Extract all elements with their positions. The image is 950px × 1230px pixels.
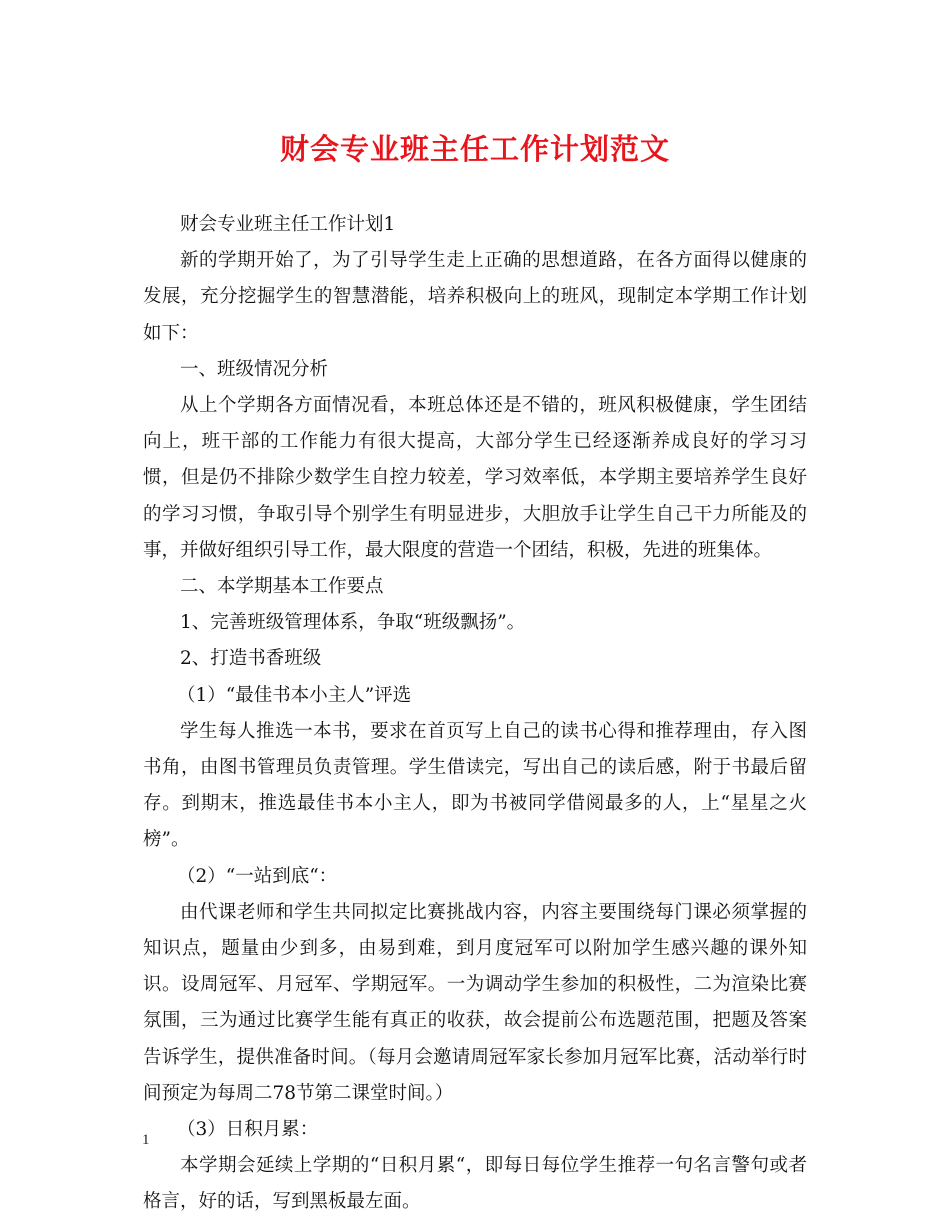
plan-subtitle: 财会专业班主任工作计划1 (180, 214, 396, 235)
section-heading-class-analysis: 一、班级情况分析 (180, 358, 329, 380)
intro-paragraph: 新的学期开始了，为了引导学生走上正确的思想道路，在各方面得以健康的发展，充分挖掘学生的智慧潜能，培养积极向上的班风，现制定本学期工作计划如下： (143, 250, 807, 344)
sub-item-1-paragraph: 学生每人推选一本书，要求在首页写上自己的读书心得和推荐理由，存入图书角，由图书管理员负责管理。学生借读完，写出自己的读后感，附于书最后留存。到期末，推选最佳书本小主人，即为书被同学借阅最多的人，上“星星之火榜”。 (143, 720, 807, 851)
document-title: 财会专业班主任工作计划范文 (279, 132, 670, 166)
work-point-2: 2、打造书香班级 (180, 648, 322, 670)
class-analysis-paragraph: 从上个学期各方面情况看，本班总体还是不错的，班风积极健康，学生团结向上，班干部的工作能力有很大提高，大部分学生已经逐渐养成良好的学习习惯，但是仍不排除少数学生自控力较差，学习效率低，本学期主要培养学生良好的学习习惯，争取引导个别学生有明显进步，大胆放手让学生自己干力所能及的事，并做好组织引导工作，最大限度的营造一个团结，积极，先进的班集体。 (143, 395, 807, 561)
document-body (143, 207, 807, 1221)
sub-item-3-paragraph: 本学期会延续上学期的“日积月累“，即每日每位学生推荐一句名言警句或者格言，好的话，写到黑板最左面。 (143, 1155, 807, 1213)
section-heading-work-points: 二、本学期基本工作要点 (180, 576, 384, 598)
page-number: 1 (142, 1132, 150, 1148)
sub-item-2-heading: （2）“一站到底“： (177, 865, 338, 887)
sub-item-2-paragraph: 由代课老师和学生共同拟定比赛挑战内容，内容主要围绕每门课必须掌握的知识点，题量由少到多，由易到难，到月度冠军可以附加学生感兴趣的课外知识。设周冠军、月冠军、学期冠军。一为调动学生参加的积极性，二为渲染比赛氛围，三为通过比赛学生能有真正的收获，故会提前公布选题范围，把题及答案告诉学生，提供准备时间。（每月会邀请周冠军家长参加月冠军比赛，活动举行时间预定为每周二78节第二课堂时间。） (143, 901, 807, 1104)
sub-item-3-heading: （3）日积月累： (177, 1119, 319, 1141)
sub-item-1-heading: （1）“最佳书本小主人”评选 (177, 684, 412, 706)
work-point-1: 1、完善班级管理体系，争取“班级飘扬”。 (180, 612, 526, 634)
